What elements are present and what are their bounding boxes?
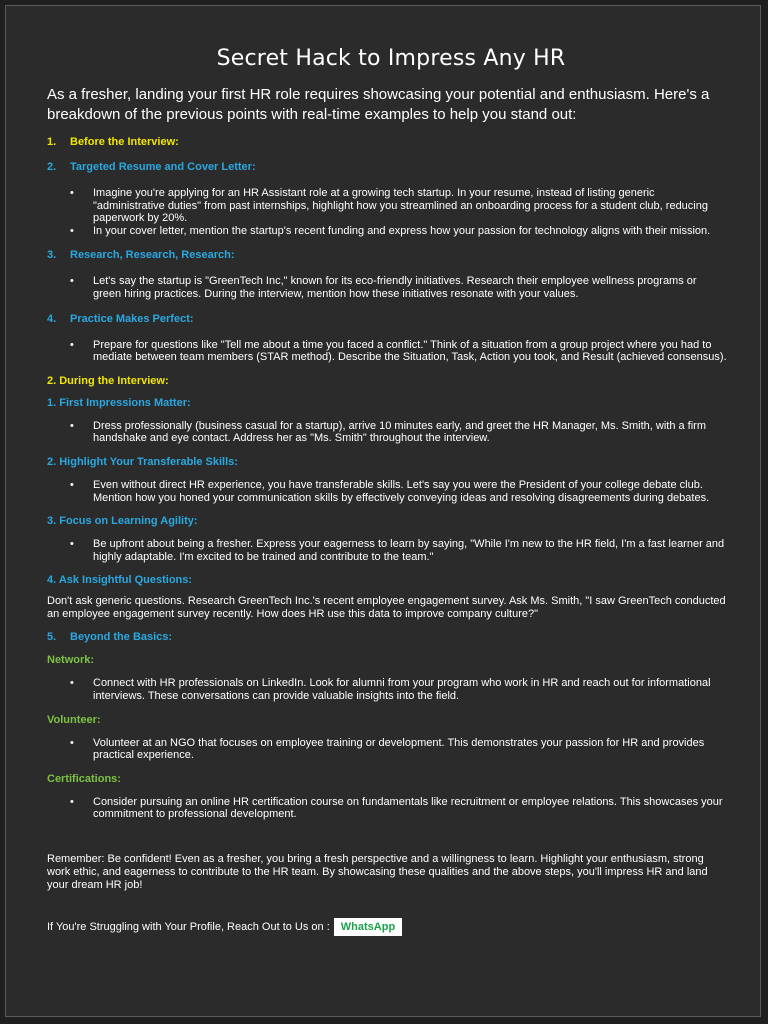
bullet-list — [47, 479, 727, 504]
list-item: • Connect with HR professionals on LinkedIn. Look for alumni from your program who work in HR and reach out for informational interviews. These conversations can provide valuable insights into the field. — [47, 677, 727, 702]
subsection-certifications: Certifications: — [47, 772, 121, 785]
list-item: • Be upfront about being a fresher. Express your eagerness to learn by saying, "While I'm new to the HR field, I'm a fast learner and highly adaptable. I'm excited to be trained and contribute to the team." — [47, 538, 727, 563]
section-title: Beyond the Basics: — [70, 631, 173, 644]
subsection-transferable-skills: 2. Highlight Your Transferable Skills: — [47, 455, 238, 468]
subsection-volunteer: Volunteer: — [47, 713, 101, 726]
subsection-learning-agility: 3. Focus on Learning Agility: — [47, 515, 198, 528]
cta-text: If You're Struggling with Your Profile, Reach Out to Us on : — [47, 920, 330, 933]
section-title: Research, Research, Research: — [70, 249, 235, 262]
section-title: Targeted Resume and Cover Letter: — [70, 161, 256, 173]
closing-paragraph: Remember: Be confident! Even as a fresher, you bring a fresh perspective and a willingness to learn. Highlight your enthusiasm, strong work ethic, and eagerness to contribute to the HR team. By showcasing these qualities and the above steps, you'll impress HR and land your dream HR job! — [47, 852, 708, 891]
section-number: 4. — [47, 312, 57, 325]
section-number: 3. — [47, 249, 57, 262]
section-title: Practice Makes Perfect: — [70, 312, 194, 325]
contact-cta — [47, 918, 727, 936]
bullet-list — [47, 187, 727, 237]
subsection-network: Network: — [47, 654, 95, 667]
subsection-first-impressions: 1. First Impressions Matter: — [47, 396, 191, 409]
document-body — [47, 46, 727, 936]
section-title: Before the Interview: — [70, 136, 179, 148]
section-research — [47, 248, 727, 262]
bullet-list — [47, 538, 727, 563]
section-before-interview — [47, 135, 727, 149]
subsection-insightful-questions: 4. Ask Insightful Questions: — [47, 574, 193, 587]
bullet-list — [47, 339, 727, 364]
list-item: • Consider pursuing an online HR certification course on fundamentals like recruitment or employee relations. This showcases your commitment to professional development. — [47, 796, 727, 821]
paragraph: Don't ask generic questions. Research GreenTech Inc.'s recent employee engagement survey. Ask Ms. Smith, "I saw GreenTech conducted an employee engagement survey recently. How does HR use this data to improve company culture?" — [47, 595, 726, 621]
bullet-list — [47, 420, 727, 445]
section-targeted-resume — [47, 160, 727, 174]
bullet-list — [47, 796, 727, 821]
section-during-interview: 2. During the Interview: — [47, 374, 169, 387]
whatsapp-button[interactable]: WhatsApp — [334, 918, 402, 936]
list-item: • In your cover letter, mention the startup's recent funding and express how your passion for technology aligns with their mission. — [47, 225, 727, 238]
list-item: • Prepare for questions like "Tell me about a time you faced a conflict." Think of a situation from a group project where you had to mediate between team members (STAR method). Describe the Situation, Task, Action you took, and Result (achieved consensus). — [47, 339, 727, 364]
list-item: • Volunteer at an NGO that focuses on employee training or development. This demonstrates your passion for HR and provides practical experience. — [47, 737, 727, 762]
list-item: • Dress professionally (business casual for a startup), arrive 10 minutes early, and greet the HR Manager, Ms. Smith, with a firm handshake and eye contact. Address her as "Ms. Smith" throughout the interview. — [47, 420, 727, 445]
section-number: 1. — [47, 136, 57, 148]
page-frame — [5, 5, 761, 1017]
section-number: 2. — [47, 161, 57, 173]
list-item: • Even without direct HR experience, you have transferable skills. Let's say you were the President of your college debate club. Mention how you honed your communication skills by effectively conveying ideas and resolving disagreements during debates. — [47, 479, 727, 504]
bullet-list — [47, 737, 727, 762]
bullet-list — [47, 677, 727, 702]
list-item: • Imagine you're applying for an HR Assistant role at a growing tech startup. In your resume, instead of listing generic "administrative duties" from past internships, highlight how you streamlined an onboarding process for a student club, reducing paperwork by 20%. — [47, 187, 727, 225]
section-practice — [47, 312, 727, 326]
bullet-list — [47, 275, 727, 300]
section-beyond-basics — [47, 630, 727, 644]
intro-paragraph: As a fresher, landing your first HR role requires showcasing your potential and enthusiasm. Here's a breakdown of the previous points with real-time examples to help you stand out: — [47, 86, 710, 123]
list-item: • Let's say the startup is "GreenTech Inc," known for its eco-friendly initiatives. Research their employee wellness programs or green hiring practices. During the interview, mention how these initiatives resonate with your values. — [47, 275, 727, 300]
section-number: 5. — [47, 631, 57, 644]
page-title: Secret Hack to Impress Any HR — [216, 46, 566, 71]
